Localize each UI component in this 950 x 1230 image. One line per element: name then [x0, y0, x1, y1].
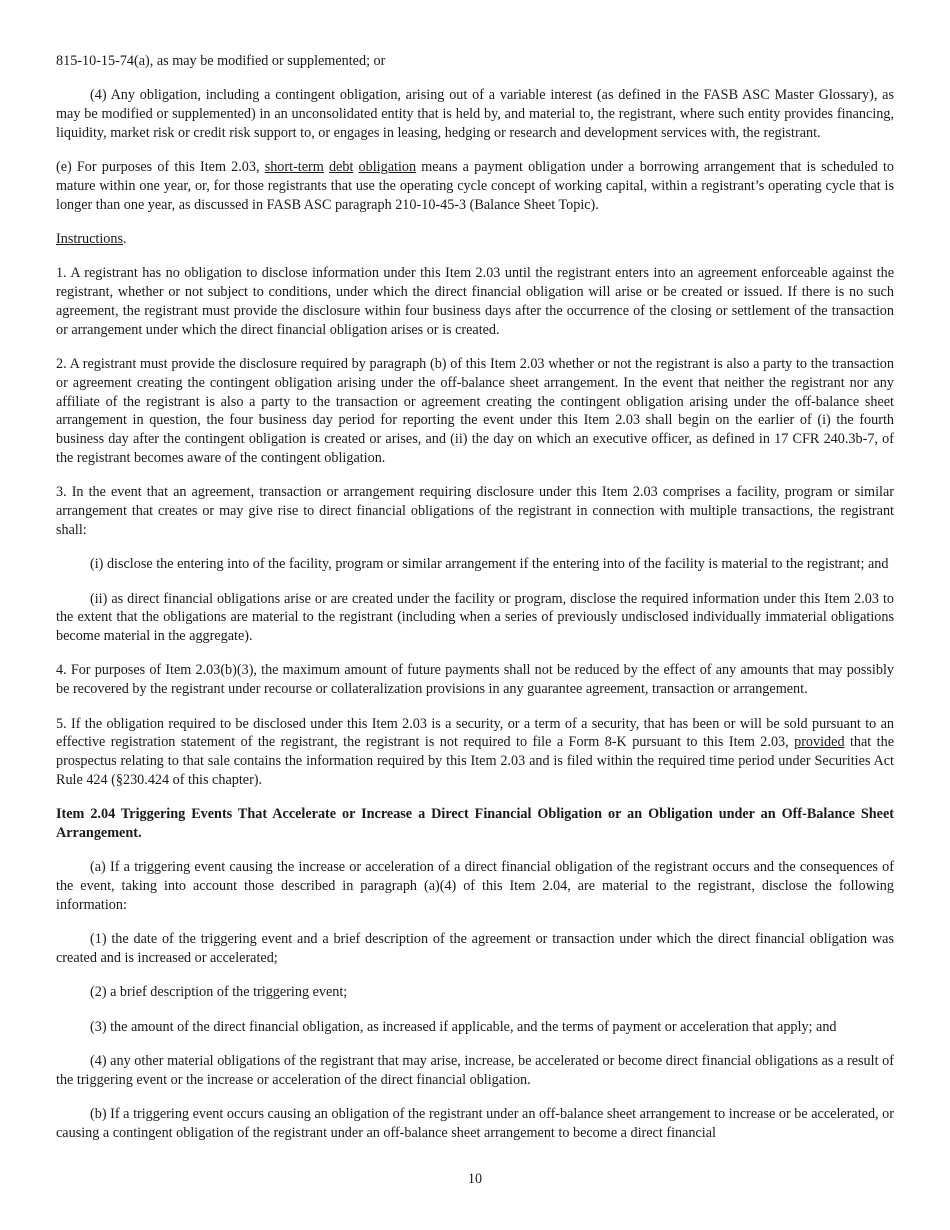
item-2-04-a-3: (3) the amount of the direct financial obligation, as increased if applicable, and the terms of payment or acceleration that apply; and [90, 1018, 837, 1035]
paragraph-e-prefix: (e) For purposes of this Item 2.03, [56, 159, 265, 176]
instruction-5 [56, 715, 894, 790]
term-short-term: short-term [264, 159, 324, 176]
term-provided: provided [794, 734, 845, 751]
item-2-04-a-1: (1) the date of the triggering event and a brief description of the agreement or transaction under which the direct financial obligation was created and is increased or accelerated; [56, 931, 894, 966]
instruction-2: 2. A registrant must provide the disclosure required by paragraph (b) of this Item 2.03 whether or not the registrant is also a party to the transaction or agreement creating the contingent obligation arising under the off-balance sheet arrangement. In the event that neither the registrant nor any affiliate of the registrant is also a party to the transaction or agreement creating the contingent obligation arising under the off-balance sheet arrangement in question, the four business day period for reporting the event under this Item 2.03 shall begin on the earlier of (i) the fourth business day after the contingent obligation is created or arises, and (ii) the day on which an executive officer, as defined in 17 CFR 240.3b-7, of the registrant becomes aware of the contingent obligation. [56, 356, 894, 467]
paragraph-continued: 815-10-15-74(a), as may be modified or supplemented; or [56, 53, 386, 69]
paragraph-e-rest: means a payment obligation under a borrowing arrangement that is scheduled to mature within one year, or, for those registrants that use the operating cycle concept of working capital, within a registrant’s operating cycle that is longer than one year, as discussed in FASB ASC paragraph 210-10-45-3 (Balance Sheet Topic). [56, 159, 894, 213]
instruction-5-prefix: 5. If the obligation required to be disclosed under this Item 2.03 is a security, or a term of a security, that has been or will be sold pursuant to an effective registration statement of the registrant, the registrant is not required to file a Form 8-K pursuant to this Item 2.03, [56, 715, 894, 751]
instruction-3: 3. In the event that an agreement, transaction or arrangement requiring disclosure under this Item 2.03 comprises a facility, program or similar arrangement that creates or may give rise to direct financial obligations of the registrant in connection with multiple transactions, the registrant shall: [56, 484, 894, 538]
item-2-04-a-2: (2) a brief description of the triggering event; [90, 984, 348, 1001]
instructions-heading: Instructions. [56, 231, 127, 248]
instruction-4: 4. For purposes of Item 2.03(b)(3), the maximum amount of future payments shall not be reduced by the effect of any amounts that may possibly be recovered by the registrant under recourse or collateralization provisions in any guarantee agreement, transaction or arrangement. [56, 662, 894, 698]
item-2-04-a-4: (4) any other material obligations of the registrant that may arise, increase, be accelerated or become direct financial obligations as a result of the triggering event or the increase or acceleration of the direct financial obligation. [56, 1052, 894, 1088]
document-page [56, 52, 894, 1143]
paragraph-e-definition [56, 158, 894, 214]
item-2-04-heading: Item 2.04 Triggering Events That Accelerate or Increase a Direct Financial Obligation or an Obligation under an Off-Balance Sheet Arrangement. [56, 806, 894, 841]
paragraph-item-4: (4) Any obligation, including a contingent obligation, arising out of a variable interest (as defined in the FASB ASC Master Glossary), as may be modified or supplemented) in an unconsolidated entity that is held by, and material to, the registrant, where such entity provides financing, liquidity, market risk or credit risk support to, or engages in leasing, hedging or research and development services with, the registrant. [56, 87, 894, 141]
instruction-5-rest: that the prospectus relating to that sale contains the information required by this Item 2.03 and is filed within the required time period under Securities Act Rule 424 (§230.424 of this chapter). [56, 734, 895, 788]
instruction-3-i: (i) disclose the entering into of the facility, program or similar arrangement if the entering into of the facility is material to the registrant; and [90, 556, 889, 573]
term-debt: debt [328, 159, 354, 176]
item-2-04-b: (b) If a triggering event occurs causing an obligation of the registrant under an off-balance sheet arrangement to increase or be accelerated, or causing a contingent obligation of the registrant under an off-balance sheet arrangement to become a direct financial [56, 1105, 894, 1141]
item-2-04-a: (a) If a triggering event causing the increase or acceleration of a direct financial obligation of the registrant occurs and the consequences of the event, taking into account those described in paragraph (a)(4) of this Item 2.04, are material to the registrant, disclose the following information: [56, 859, 894, 913]
instruction-3-ii: (ii) as direct financial obligations arise or are created under the facility or program, disclose the required information under this Item 2.03 to the extent that the obligations are material to the registrant (including when a series of previously undisclosed individually immaterial obligations become material in the aggregate). [56, 590, 894, 645]
term-obligation: obligation [358, 159, 417, 176]
page-number: 10 [467, 1171, 483, 1187]
instruction-1: 1. A registrant has no obligation to disclose information under this Item 2.03 until the registrant enters into an agreement enforceable against the registrant, whether or not subject to conditions, under which the direct financial obligation will arise or be created or issued. If there is no such agreement, the registrant must provide the disclosure within four business days after the occurrence of the closing or settlement of the transaction or arrangement under which the direct financial obligation arises or is created. [56, 265, 894, 338]
instructions-label: Instructions [56, 231, 123, 248]
